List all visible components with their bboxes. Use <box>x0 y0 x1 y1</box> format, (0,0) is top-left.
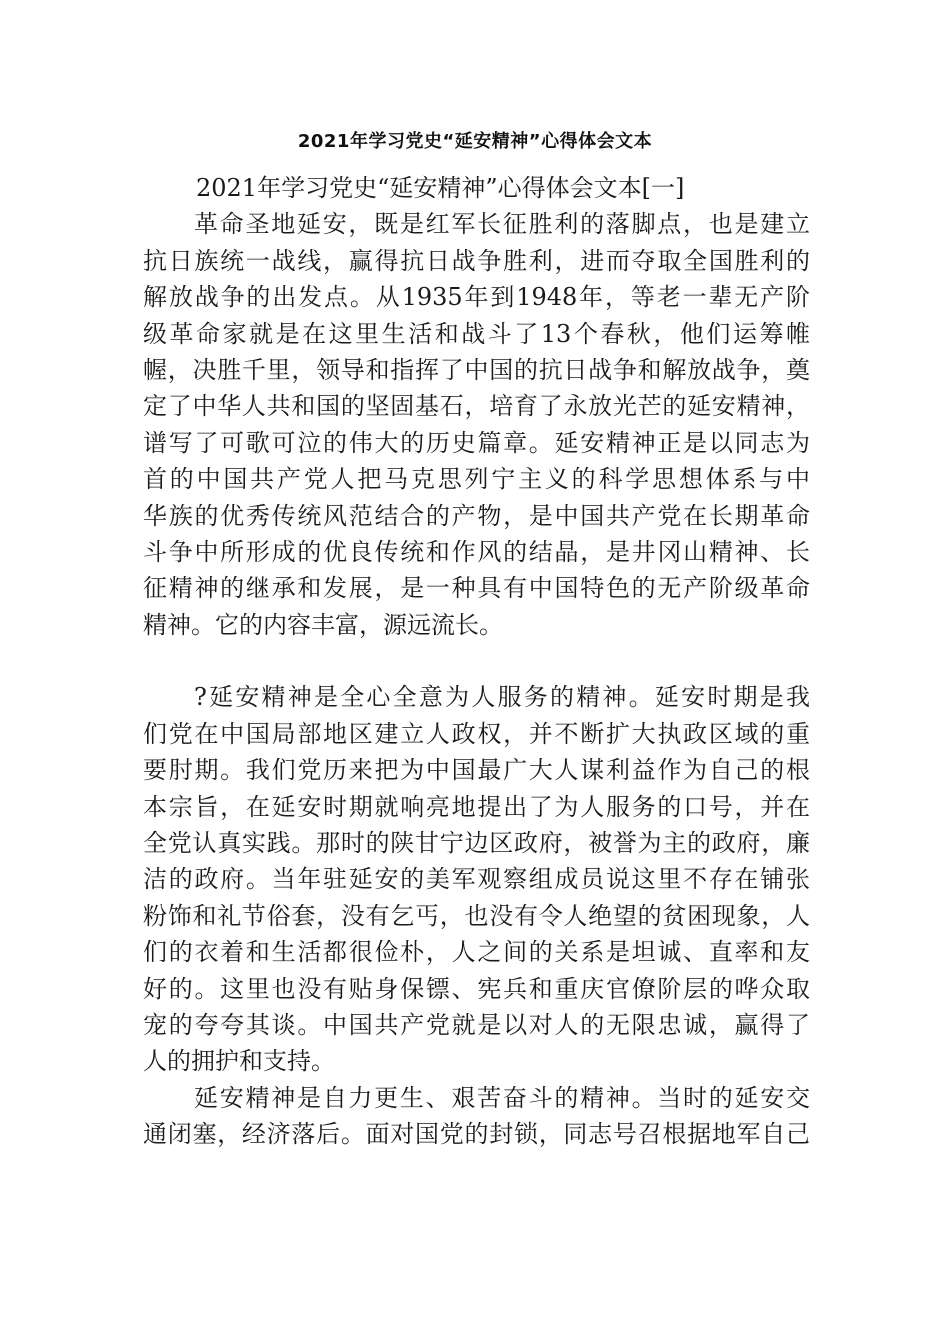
paragraph-line: 延安精神是自力更生、艰苦奋斗的精神。当时的延安交 <box>194 1083 810 1112</box>
document-title: 2021年学习党史“延安精神”心得体会文本 <box>297 131 653 152</box>
paragraph-line: 抗日族统一战线，赢得抗日战争胜利，进而夺取全国胜利的 <box>143 246 810 275</box>
paragraph-3 <box>143 1080 810 1153</box>
paragraph-line: 幄，决胜千里，领导和指挥了中国的抗日战争和解放战争，奠 <box>143 355 810 384</box>
paragraph-line: 级革命家就是在这里生活和战斗了13个春秋，他们运筹帷 <box>143 319 810 348</box>
paragraph-spacer <box>143 643 810 679</box>
paragraph-line: 革命圣地延安，既是红军长征胜利的落脚点，也是建立 <box>194 210 810 239</box>
paragraph-line: 首的中国共产党人把马克思列宁主义的科学思想体系与中 <box>143 465 810 494</box>
paragraph-line: 解放战争的出发点。从1935年到1948年，等老一辈无产阶 <box>143 283 810 312</box>
paragraph-line: 宠的夸夸其谈。中国共产党就是以对人的无限忠诚，赢得了 <box>143 1010 810 1039</box>
paragraph-line: 好的。这里也没有贴身保镖、宪兵和重庆官僚阶层的哗众取 <box>143 974 810 1003</box>
paragraph-line: 定了中华人共和国的坚固基石，培育了永放光芒的延安精神， <box>143 392 810 421</box>
paragraph-line: 本宗旨，在延安时期就响亮地提出了为人服务的口号，并在 <box>143 792 810 821</box>
paragraph-line: 们党在中国局部地区建立人政权，并不断扩大执政区域的重 <box>143 719 810 748</box>
document-body <box>143 170 810 1153</box>
paragraph-2 <box>143 679 810 1079</box>
paragraph-line: 华族的优秀传统风范结合的产物，是中国共产党在长期革命 <box>143 501 810 530</box>
paragraph-line: 人的拥护和支持。 <box>143 1047 335 1076</box>
paragraph-line: 全党认真实践。那时的陕甘宁边区政府，被誉为主的政府，廉 <box>143 829 810 858</box>
paragraph-line: 要肘期。我们党历来把为中国最广大人谋利益作为自己的根 <box>143 756 810 785</box>
paragraph-line: 精神。它的内容丰富，源远流长。 <box>143 610 503 639</box>
paragraph-line: 通闭塞，经济落后。面对国党的封锁，同志号召根据地军自己 <box>143 1120 810 1149</box>
paragraph-line: 征精神的继承和发展，是一种具有中国特色的无产阶级革命 <box>143 574 810 603</box>
paragraph-line: 洁的政府。当年驻延安的美军观察组成员说这里不存在铺张 <box>143 865 810 894</box>
section-subtitle: 2021年学习党史“延安精神”心得体会文本[一] <box>196 174 685 202</box>
paragraph-1 <box>143 206 810 643</box>
paragraph-line: 们的衣着和生活都很俭朴，人之间的关系是坦诚、直率和友 <box>143 938 810 967</box>
paragraph-line: ?延安精神是全心全意为人服务的精神。延安时期是我 <box>194 683 810 712</box>
paragraph-line: 粉饰和礼节俗套，没有乞丐，也没有令人绝望的贫困现象，人 <box>143 901 810 930</box>
paragraph-line: 谱写了可歌可泣的伟大的历史篇章。延安精神正是以同志为 <box>143 428 810 457</box>
paragraph-line: 斗争中所形成的优良传统和作风的结晶，是井冈山精神、长 <box>143 537 810 566</box>
